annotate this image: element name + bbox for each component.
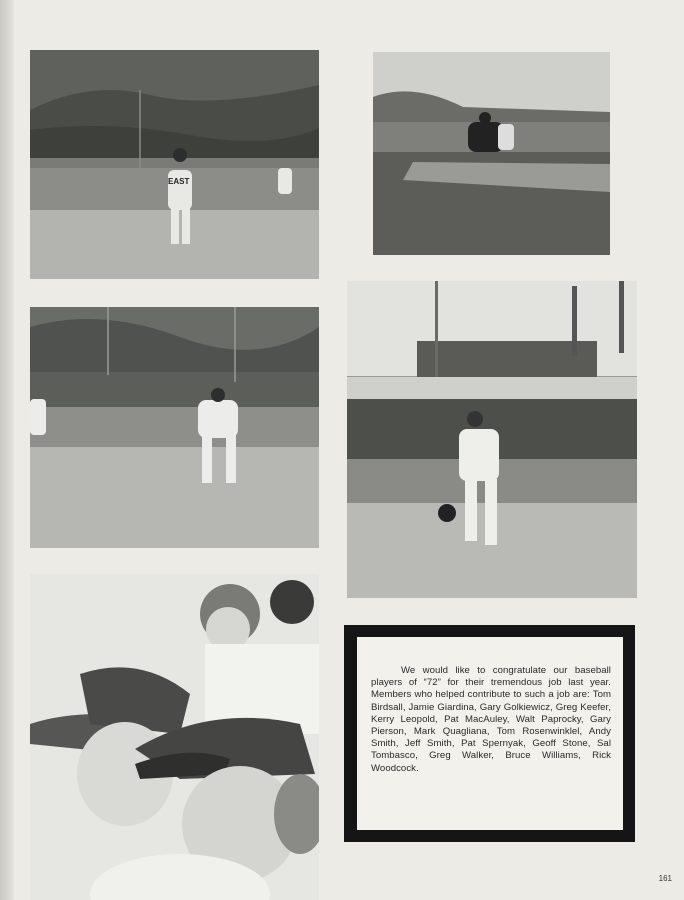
caption-frame	[344, 625, 635, 842]
photo-home-plate	[373, 52, 610, 255]
caption-text: We would like to congratulate our baseball players of “72” for their tremendous job last year. Members who helped contribute to such a job are: Tom Birdsall, Jamie Giardina, Gary Golkiewicz, Greg Keefer, Kerry Leopold, Pat MacAuley, Walt Paprocky, Gary Pierson, Mark Quagliana, Tom Rosenwinklel, Andy Smith, Jeff Smith, Pat Spernyak, Geoff Stone, Sal Tombasco, Greg Walker, Bruce Williams, Rick Woodcock.	[371, 665, 611, 774]
photo-batter-running	[30, 50, 319, 279]
photo-players-dugout-closeup	[30, 574, 319, 900]
photo-player-outfield-refinery	[347, 281, 637, 598]
photo-infielder-ready	[30, 307, 319, 548]
caption-panel	[357, 637, 623, 830]
page-spine-shadow	[0, 0, 14, 900]
jersey-lettering: EAST	[168, 177, 190, 186]
page-number: 161	[658, 874, 672, 883]
